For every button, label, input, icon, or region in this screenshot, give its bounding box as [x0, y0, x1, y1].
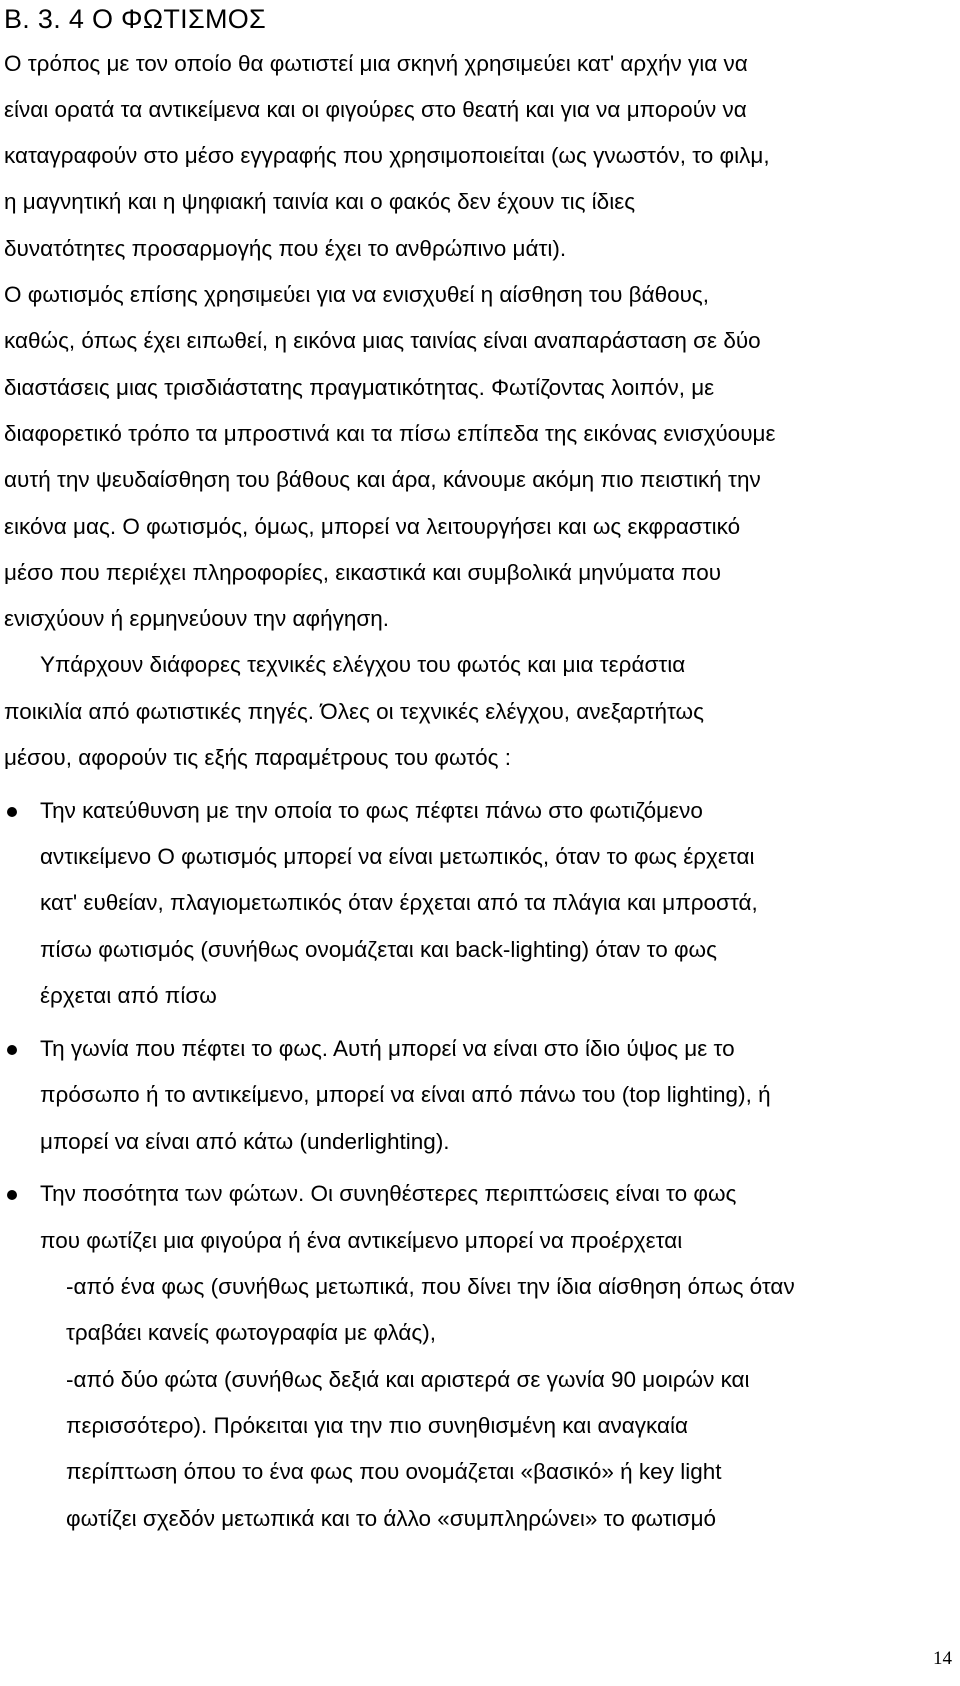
paragraph-1-line: διαστάσεις μιας τρισδιάστατης πραγματικότητας. Φωτίζοντας λοιπόν, με — [4, 375, 715, 400]
bullet-3-subline: φωτίζει σχεδόν μετωπικά και το άλλο «συμπληρώνει» το φωτισμό — [66, 1506, 717, 1531]
paragraph-2-line: μέσου, αφορούν τις εξής παραμέτρους του φωτός : — [4, 745, 511, 770]
paragraph-1-line: μέσο που περιέχει πληροφορίες, εικαστικά και συμβολικά μηνύματα που — [4, 560, 722, 585]
bullet-1-line: κατ' ευθείαν, πλαγιομετωπικός όταν έρχεται από τα πλάγια και μπροστά, — [40, 890, 758, 915]
page-number: 14 — [933, 1648, 952, 1669]
bullet-dot — [7, 1190, 17, 1200]
bullet-dot — [7, 807, 17, 817]
bullet-3-subline: περίπτωση όπου το ένα φως που ονομάζεται «βασικό» ή key light — [66, 1459, 722, 1484]
bullet-2-line: πρόσωπο ή το αντικείμενο, μπορεί να είναι από πάνω του (top lighting), ή — [40, 1082, 771, 1107]
paragraph-1-line: Ο τρόπος με τον οποίο θα φωτιστεί μια σκηνή χρησιμεύει κατ' αρχήν για να — [4, 51, 748, 76]
paragraph-1-line: διαφορετικό τρόπο τα μπροστινά και τα πίσω επίπεδα της εικόνας ενισχύουμε — [4, 421, 776, 446]
paragraph-1-line: δυνατότητες προσαρμογής που έχει το ανθρώπινο μάτι). — [4, 236, 567, 261]
bullet-3-subline: περισσότερο). Πρόκειται για την πιο συνηθισμένη και αναγκαία — [66, 1413, 689, 1438]
bullet-3-subline: τραβάει κανείς φωτογραφία με φλάς), — [66, 1320, 437, 1345]
bullet-3-line: που φωτίζει μια φιγούρα ή ένα αντικείμενο μπορεί να προέρχεται — [40, 1228, 683, 1253]
bullet-1-line: έρχεται από πίσω — [40, 983, 217, 1008]
paragraph-2-line: Υπάρχουν διάφορες τεχνικές ελέγχου του φωτός και μια τεράστια — [40, 652, 686, 677]
paragraph-1-line: καθώς, όπως έχει ειπωθεί, η εικόνα μιας ταινίας είναι αναπαράσταση σε δύο — [4, 328, 761, 353]
bullet-2-line: Τη γωνία που πέφτει το φως. Αυτή μπορεί να είναι στο ίδιο ύψος με το — [40, 1036, 735, 1061]
paragraph-1-line: Ο φωτισμός επίσης χρησιμεύει για να ενισχυθεί η αίσθηση του βάθους, — [4, 282, 710, 307]
paragraph-1-line: ενισχύουν ή ερμηνεύουν την αφήγηση. — [4, 606, 390, 631]
bullet-3-subline: -από ένα φως (συνήθως μετωπικά, που δίνει την ίδια αίσθηση όπως όταν — [66, 1274, 795, 1299]
paragraph-1-line: εικόνα μας. Ο φωτισμός, όμως, μπορεί να λειτουργήσει και ως εκφραστικό — [4, 514, 741, 539]
paragraph-1-line: είναι ορατά τα αντικείμενα και οι φιγούρες στο θεατή και για να μπορούν να — [4, 97, 747, 122]
bullet-1-line: πίσω φωτισμός (συνήθως ονομάζεται και back-lighting) όταν το φως — [40, 937, 717, 962]
paragraph-1-line: αυτή την ψευδαίσθηση του βάθους και άρα, κάνουμε ακόμη πιο πειστική την — [4, 467, 761, 492]
bullet-1-line: αντικείμενο Ο φωτισμός μπορεί να είναι μετωπικός, όταν το φως έρχεται — [40, 844, 755, 869]
bullet-3-subline: -από δύο φώτα (συνήθως δεξιά και αριστερά σε γωνία 90 μοιρών και — [66, 1367, 750, 1392]
paragraph-1-line: καταγραφούν στο μέσο εγγραφής που χρησιμοποιείται (ως γνωστόν, το φιλμ, — [4, 143, 770, 168]
bullet-1-line: Την κατεύθυνση με την οποία το φως πέφτει πάνω στο φωτιζόμενο — [40, 798, 703, 823]
paragraph-2-line: ποικιλία από φωτιστικές πηγές. Όλες οι τεχνικές ελέγχου, ανεξαρτήτως — [4, 699, 704, 724]
bullet-dot — [7, 1045, 17, 1055]
bullet-3-line: Την ποσότητα των φώτων. Οι συνηθέστερες περιπτώσεις είναι το φως — [40, 1181, 737, 1206]
bullet-2-line: μπορεί να είναι από κάτω (underlighting). — [40, 1129, 450, 1154]
section-heading: Β. 3. 4 Ο ΦΩΤΙΣΜΟΣ — [4, 4, 267, 34]
paragraph-1-line: η μαγνητική και η ψηφιακή ταινία και ο φακός δεν έχουν τις ίδιες — [4, 189, 636, 214]
